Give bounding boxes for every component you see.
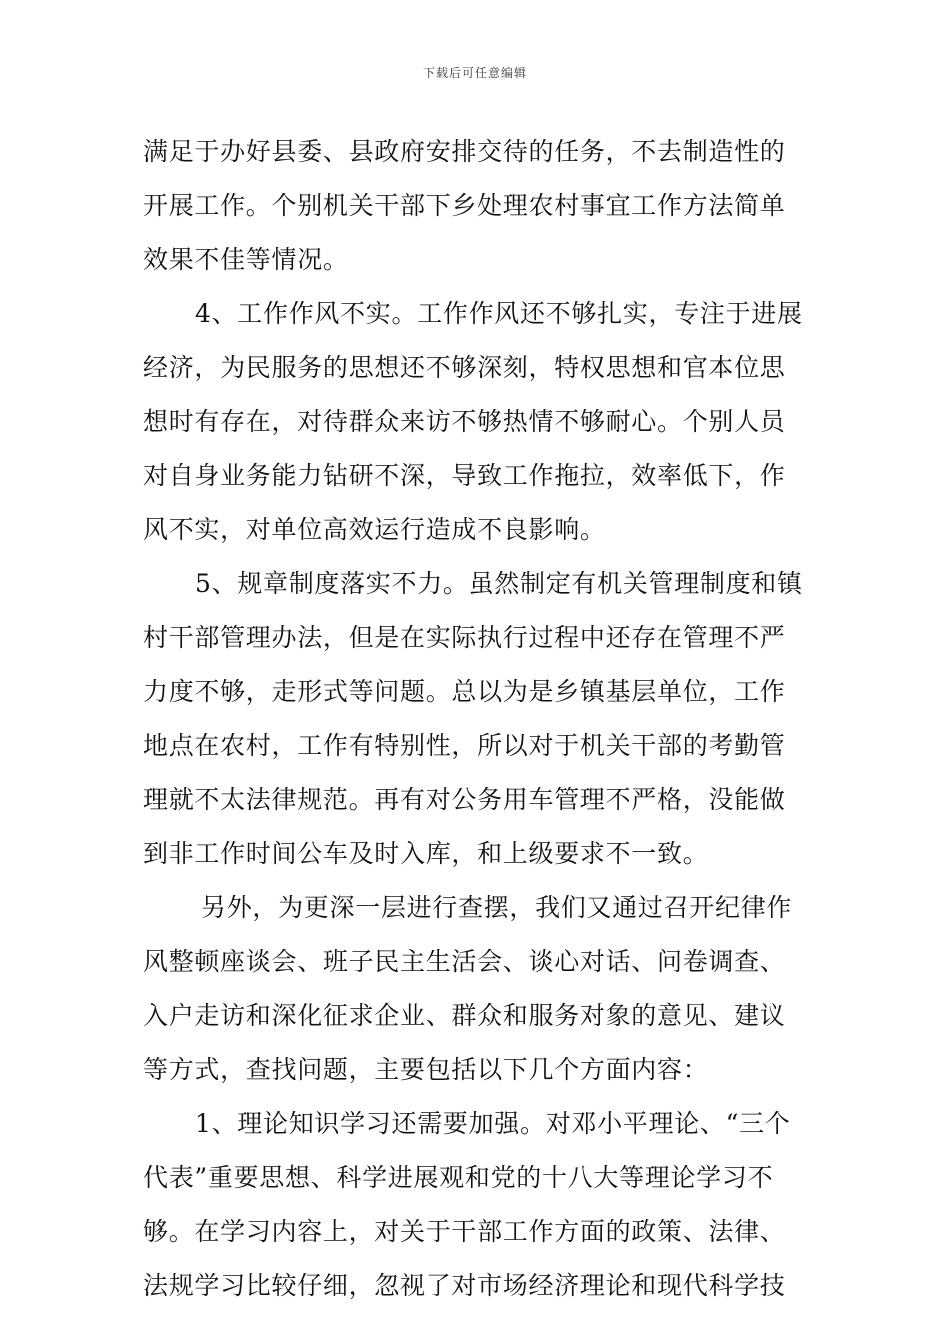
text-line: 理就不太法律规范。再有对公务用车管理不严格，没能做: [143, 785, 786, 814]
text-line: 对自身业务能力钻研不深，导致工作拖拉，效率低下，作: [143, 461, 786, 490]
text-line: 效果不佳等情况。: [143, 245, 349, 274]
paragraph-start-line: 另外，为更深一层进行查摆，我们又通过召开纪律作: [201, 893, 793, 922]
text-line: 法规学习比较仔细，忽视了对市场经济理论和现代科学技: [143, 1271, 786, 1300]
document-body: [143, 125, 813, 1313]
text-line: 开展工作。个别机关干部下乡处理农村事宜工作方法简单: [143, 191, 786, 220]
text-line: 够。在学习内容上，对关于干部工作方面的政策、法律、: [143, 1217, 786, 1246]
text-line: 地点在农村，工作有特别性，所以对于机关干部的考勤管: [143, 731, 786, 760]
text-line: 风整顿座谈会、班子民主生活会、谈心对话、问卷调查、: [143, 947, 786, 976]
text-line: 到非工作时间公车及时入库，和上级要求不一致。: [143, 839, 709, 868]
text-line: 村干部管理办法，但是在实际执行过程中还存在管理不严: [143, 623, 786, 652]
paragraph-start-line: 4、工作作风不实。工作作风还不够扎实，专注于进展: [195, 299, 803, 328]
text-line: 等方式，查找问题，主要包括以下几个方面内容：: [143, 1055, 709, 1084]
text-line: 风不实，对单位高效运行造成不良影响。: [143, 515, 606, 544]
text-line: 入户走访和深化征求企业、群众和服务对象的意见、建议: [143, 1001, 786, 1030]
text-line: 想时有存在，对待群众来访不够热情不够耐心。个别人员: [143, 407, 786, 436]
text-line: 经济，为民服务的思想还不够深刻，特权思想和官本位思: [143, 353, 786, 382]
text-line: 力度不够，走形式等问题。总以为是乡镇基层单位，工作: [143, 677, 786, 706]
text-line: 代表”重要思想、科学进展观和党的十八大等理论学习不: [143, 1163, 774, 1192]
page-header-note: 下载后可任意编辑: [422, 66, 527, 80]
paragraph-start-line: 5、规章制度落实不力。虽然制定有机关管理制度和镇: [195, 569, 803, 598]
paragraph-start-line: 1、理论知识学习还需要加强。对邓小平理论、“三个: [195, 1109, 791, 1138]
text-line: 满足于办好县委、县政府安排交待的任务，不去制造性的: [143, 137, 786, 166]
